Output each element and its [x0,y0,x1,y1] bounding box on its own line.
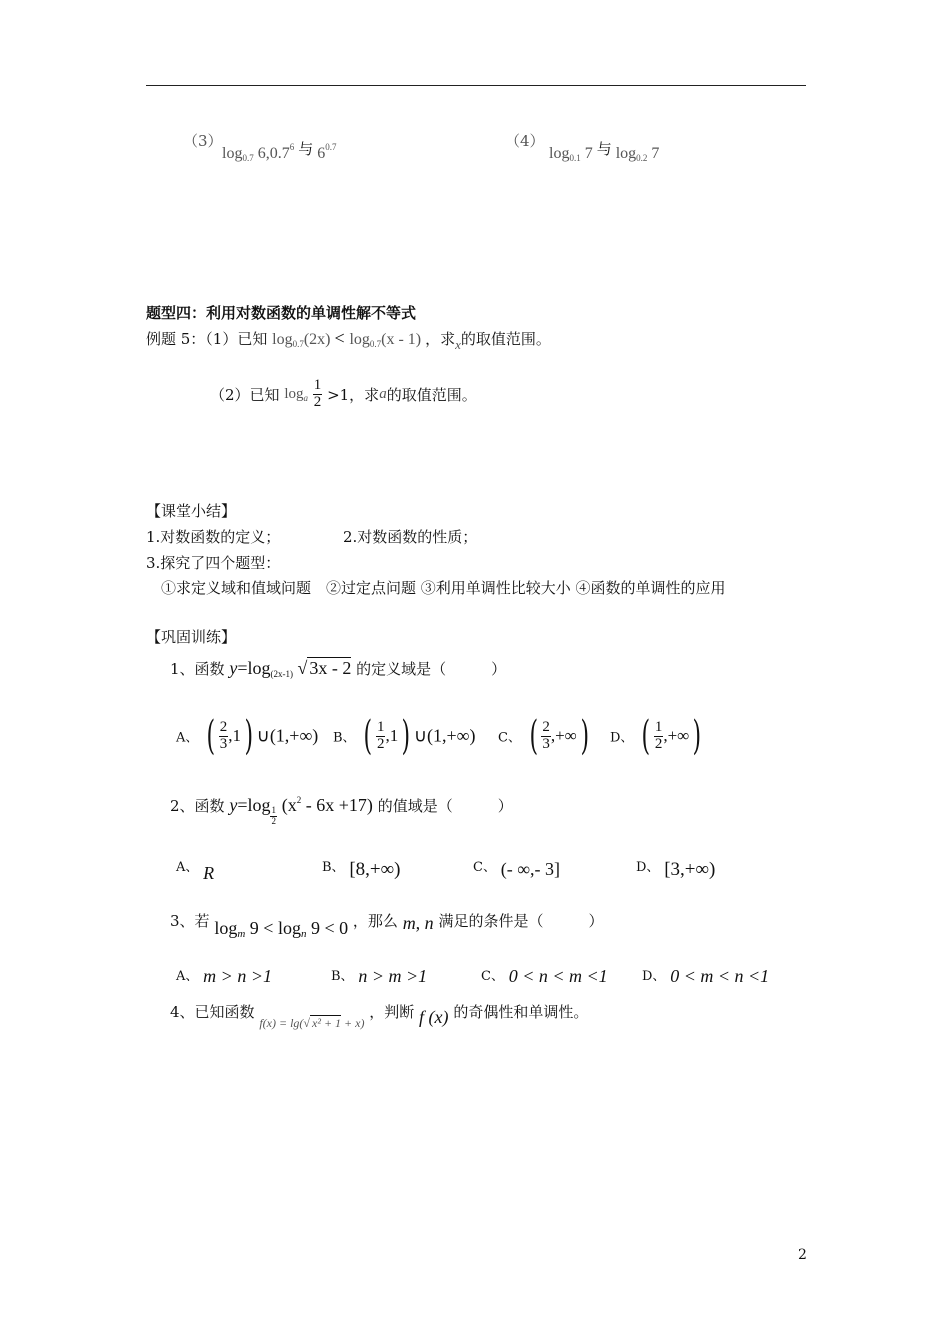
q1-option-b[interactable]: B、 ( $\frac{1}{2}$ ,1) ∪(1,+∞) [333,713,476,759]
header-rule [146,85,806,86]
example5-line2: （2）已知 $\log_a$ $\frac{1}{2}$ >1，求a的取值范围。 [210,377,477,410]
page-number: 2 [798,1247,807,1263]
q2-option-a[interactable]: A、 R [176,860,215,883]
q1-option-c[interactable]: C、 ( $\frac{2}{3}$ ,+∞) [498,713,589,759]
question-1: 1、函数 $y=\log_{(2x-1)}$ √ 3x - 2 的定义域是（ ） [170,658,507,679]
item-3-label: （3） [183,132,223,150]
q3-option-b[interactable]: B、 n > m >1 [331,966,428,986]
section4-heading: 题型四：利用对数函数的单调性解不等式 [146,304,417,322]
q3-option-c[interactable]: C、 0 < n < m <1 [481,966,608,986]
item-4-expr: $\log_{0.1} 7$ 与 $\log_{0.2} 7$ [549,140,660,163]
q1-option-a[interactable]: A、 ( $\frac{2}{3}$ ,1) ∪(1,+∞) [176,713,319,759]
question-4: 4、已知函数 $_{f(x) = lg(√ x^2 + 1 + x)}$ ，判断 f (x) 的奇偶性和单调性。 [170,1003,589,1030]
q2-option-c[interactable]: C、 (- ∞,- 3] [473,859,561,879]
fraction-half: $\frac{1}{2}$ [313,377,322,410]
item-3-expr: $\log_{0.7} 6,0.7^6$ 与 $6^{0.7}$ [222,140,337,163]
example5-line1: 例题 5：（1）已知 $\log_{0.7}(2x) < \log_{0.7}(x - 1)$ ，求x的取值范围。 [146,328,551,352]
q3-option-d[interactable]: D、 0 < m < n <1 [642,966,770,986]
summary-line3: ①求定义域和值域问题 ②过定点问题 ③利用单调性比较大小 ④函数的单调性的应用 [161,579,726,597]
summary-line1b: 2.对数函数的性质； [343,528,478,546]
item-4-label: （4） [505,132,545,150]
q2-option-b[interactable]: B、 [8,+∞) [322,859,401,880]
summary-line1a: 1.对数函数的定义； [146,528,281,546]
question-2: 2、函数 y=log $\frac{1}{2}$ $(x^2 - 6x +17)$ 的值域是（ ） [170,795,513,826]
q1-option-d[interactable]: D、 ( $\frac{1}{2}$ ,+∞) [610,713,702,759]
question-3: 3、若 $\log_m 9 < \log_n 9 < 0$ ，那么 m, n 满足的条件是（ ） [170,912,604,940]
q3-option-a[interactable]: A、 m > n >1 [176,966,272,986]
practice-heading: 【巩固训练】 [146,628,237,646]
summary-line2: 3.探究了四个题型： [146,554,281,572]
item-3 [183,130,223,151]
summary-heading: 【课堂小结】 [146,502,237,520]
q2-option-d[interactable]: D、 [3,+∞) [636,859,716,880]
